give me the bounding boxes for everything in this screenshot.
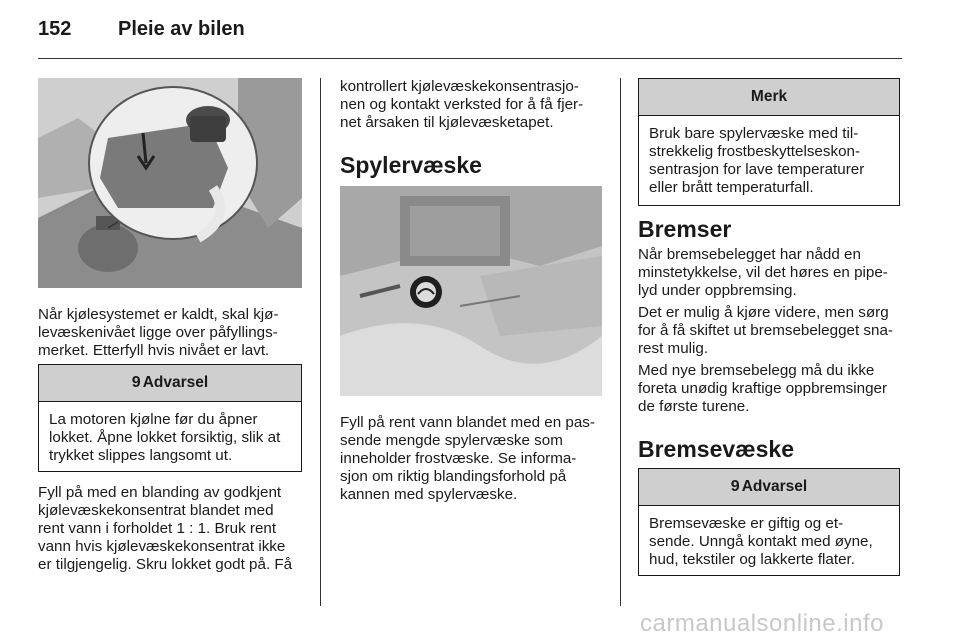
note-box <box>638 78 900 206</box>
coolant-continuation-paragraph: kontrollert kjølevæskekonsentrasjo- nen og kontakt verksted for å få fjer- net årsaken til kjølevæsketapet. <box>340 78 584 131</box>
washer-fluid-heading: Spylervæske <box>340 152 482 178</box>
coolant-warning-box <box>38 364 302 472</box>
warning-icon: 9 <box>131 374 141 391</box>
brakes-paragraph-2: Det er mulig å kjøre videre, men sørg for å få skiftet ut bremsebelegget sna- rest mulig. <box>638 304 893 357</box>
warning-header: 9 Advarsel <box>639 469 899 506</box>
brakes-paragraph-1: Når bremsebelegget har nådd en minstetykkelse, vil det høres en pipe- lyd under oppbremsing. <box>638 246 888 299</box>
warning-text: Bremsevæske er giftig og et- sende. Unngå kontakt med øyne, hud, tekstiler og lakkerte flater. <box>649 515 873 568</box>
washer-fluid-paragraph: Fyll på rent vann blandet med en pas- sende mengde spylervæske som inneholder frostvæske. Se informa- sjon om riktig blandingsforhold på kannen med spylervæske. <box>340 414 595 503</box>
header-rule <box>38 58 902 59</box>
column-divider-1 <box>320 78 321 606</box>
washer-reservoir-photo <box>340 186 602 396</box>
warning-header: 9 Advarsel <box>39 365 301 402</box>
page-number: 152 <box>38 18 72 40</box>
page-title: Pleie av bilen <box>118 18 245 40</box>
column-divider-2 <box>620 78 621 606</box>
brake-fluid-heading: Bremsevæske <box>638 436 795 462</box>
page-header <box>38 18 902 58</box>
coolant-level-paragraph: Når kjølesystemet er kaldt, skal kjø- levæskenivået ligge over påfyllings- merket. Etterfyll hvis nivået er lavt. <box>38 306 279 359</box>
watermark: carmanualsonline.info <box>640 610 884 637</box>
coolant-reservoir-photo <box>38 78 302 288</box>
warning-icon: 9 <box>730 478 740 495</box>
brakes-heading: Bremser <box>638 216 732 242</box>
warning-text: La motoren kjølne før du åpner lokket. Åpne lokket forsiktig, slik at trykket slippes langsomt ut. <box>49 411 281 464</box>
brakes-paragraph-3: Med nye bremsebelegg må du ikke foreta unødig kraftige oppbremsinger de første turene. <box>638 362 888 415</box>
brake-fluid-warning-box <box>638 468 900 576</box>
note-text: Bruk bare spylervæske med til- strekkelig frostbeskyttelseskon- sentrasjon for lave temperaturer eller brått temperaturfall. <box>649 125 865 196</box>
note-header: Merk <box>639 79 899 116</box>
coolant-mix-paragraph: Fyll på med en blanding av godkjent kjølevæskekonsentrat blandet med rent vann i forholdet 1 : 1. Bruk rent vann hvis kjølevæskekonsentrat ikke er tilgjengelig. Skru lokket godt på. Få <box>38 484 293 573</box>
